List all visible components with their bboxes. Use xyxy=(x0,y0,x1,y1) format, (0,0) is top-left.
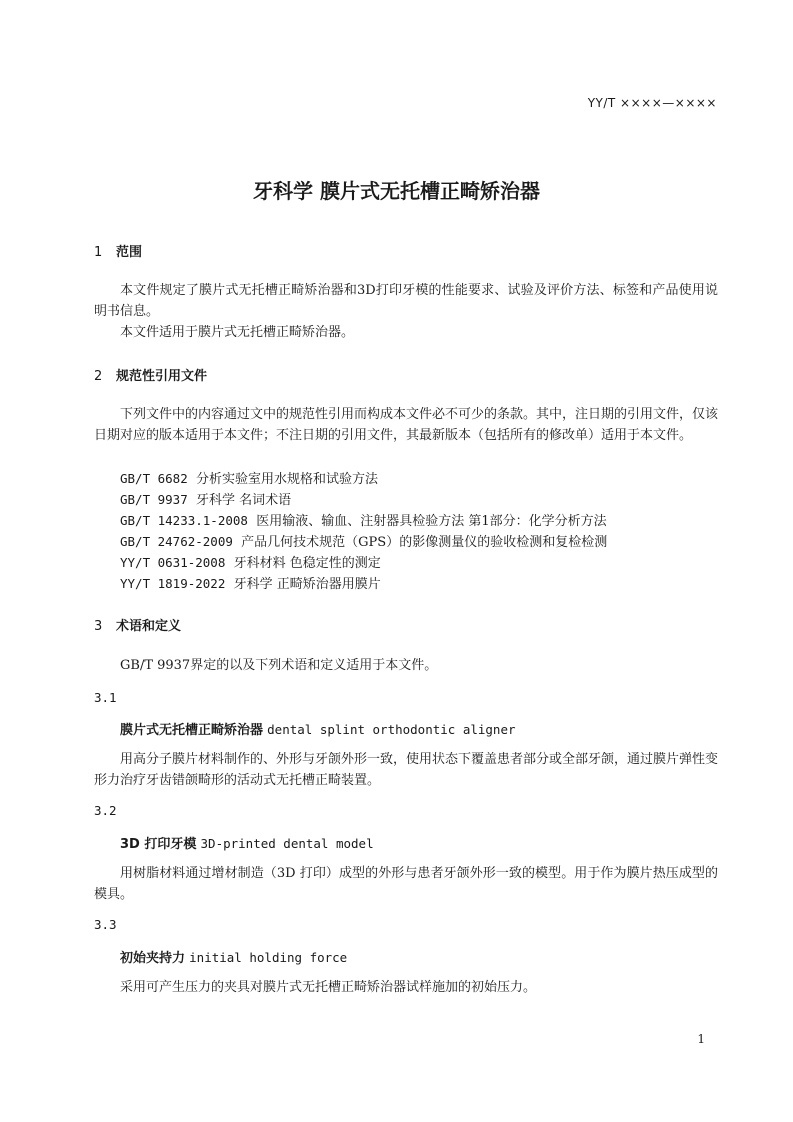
reference-item: GB/T 24762-2009 产品几何技术规范（GPS）的影像测量仪的验收检测和复检检测 xyxy=(120,534,608,550)
term-definition: 用树脂材料通过增材制造（3D 打印）成型的外形与患者牙颌外形一致的模型。用于作为膜片热压成型的模具。 xyxy=(94,866,718,902)
term-name: 3D 打印牙模 3D-printed dental model xyxy=(120,836,374,852)
section-1-paragraph-2: 本文件适用于膜片式无托槽正畸矫治器。 xyxy=(120,325,355,340)
reference-item: GB/T 9937 牙科学 名词术语 xyxy=(120,492,292,508)
reference-item: YY/T 0631-2008 牙科材料 色稳定性的测定 xyxy=(120,555,381,571)
section-1-paragraph-1: 本文件规定了膜片式无托槽正畸矫治器和3D打印牙模的性能要求、试验及评价方法、标签和产品使用说明书信息。 xyxy=(94,283,718,319)
term-number: 3.1 xyxy=(94,690,117,705)
term-definition: 用高分子膜片材料制作的、外形与牙颌外形一致，使用状态下覆盖患者部分或全部牙颌，通过膜片弹性变形力治疗牙齿错颌畸形的活动式无托槽正畸装置。 xyxy=(94,752,719,788)
term-name: 初始夹持力 initial holding force xyxy=(120,950,348,966)
section-title: 术语和定义 xyxy=(116,619,182,634)
reference-item: GB/T 6682 分析实验室用水规格和试验方法 xyxy=(120,471,379,487)
section-number: 1 xyxy=(94,245,103,260)
term-definition: 采用可产生压力的夹具对膜片式无托槽正畸矫治器试样施加的初始压力。 xyxy=(120,980,537,995)
term-name: 膜片式无托槽正畸矫治器 dental splint orthodontic aligner xyxy=(120,722,516,738)
section-number: 2 xyxy=(94,369,103,384)
document-title: 牙科学 膜片式无托槽正畸矫治器 xyxy=(253,179,540,203)
section-title: 范围 xyxy=(116,245,143,260)
section-3-paragraph-1: GB/T 9937界定的以及下列术语和定义适用于本文件。 xyxy=(120,658,438,673)
page-number: 1 xyxy=(697,1032,705,1046)
section-2-paragraph-1: 下列文件中的内容通过文中的规范性引用而构成本文件必不可少的条款。其中，注日期的引用文件，仅该日期对应的版本适用于本文件；不注日期的引用文件，其最新版本（包括所有的修改单）适用于本文件。 xyxy=(94,407,719,443)
section-title: 规范性引用文件 xyxy=(116,369,208,384)
reference-item: YY/T 1819-2022 牙科学 正畸矫治器用膜片 xyxy=(120,576,381,592)
section-2-heading xyxy=(94,365,207,384)
term-number: 3.3 xyxy=(94,917,117,932)
section-number: 3 xyxy=(94,619,103,634)
section-3-heading xyxy=(94,615,181,634)
reference-item: GB/T 14233.1-2008 医用输液、输血、注射器具检验方法 第1部分：化学分析方法 xyxy=(120,513,607,529)
section-1-heading xyxy=(94,241,142,260)
term-number: 3.2 xyxy=(94,803,117,818)
standard-code: YY/T ××××—×××× xyxy=(587,96,717,110)
